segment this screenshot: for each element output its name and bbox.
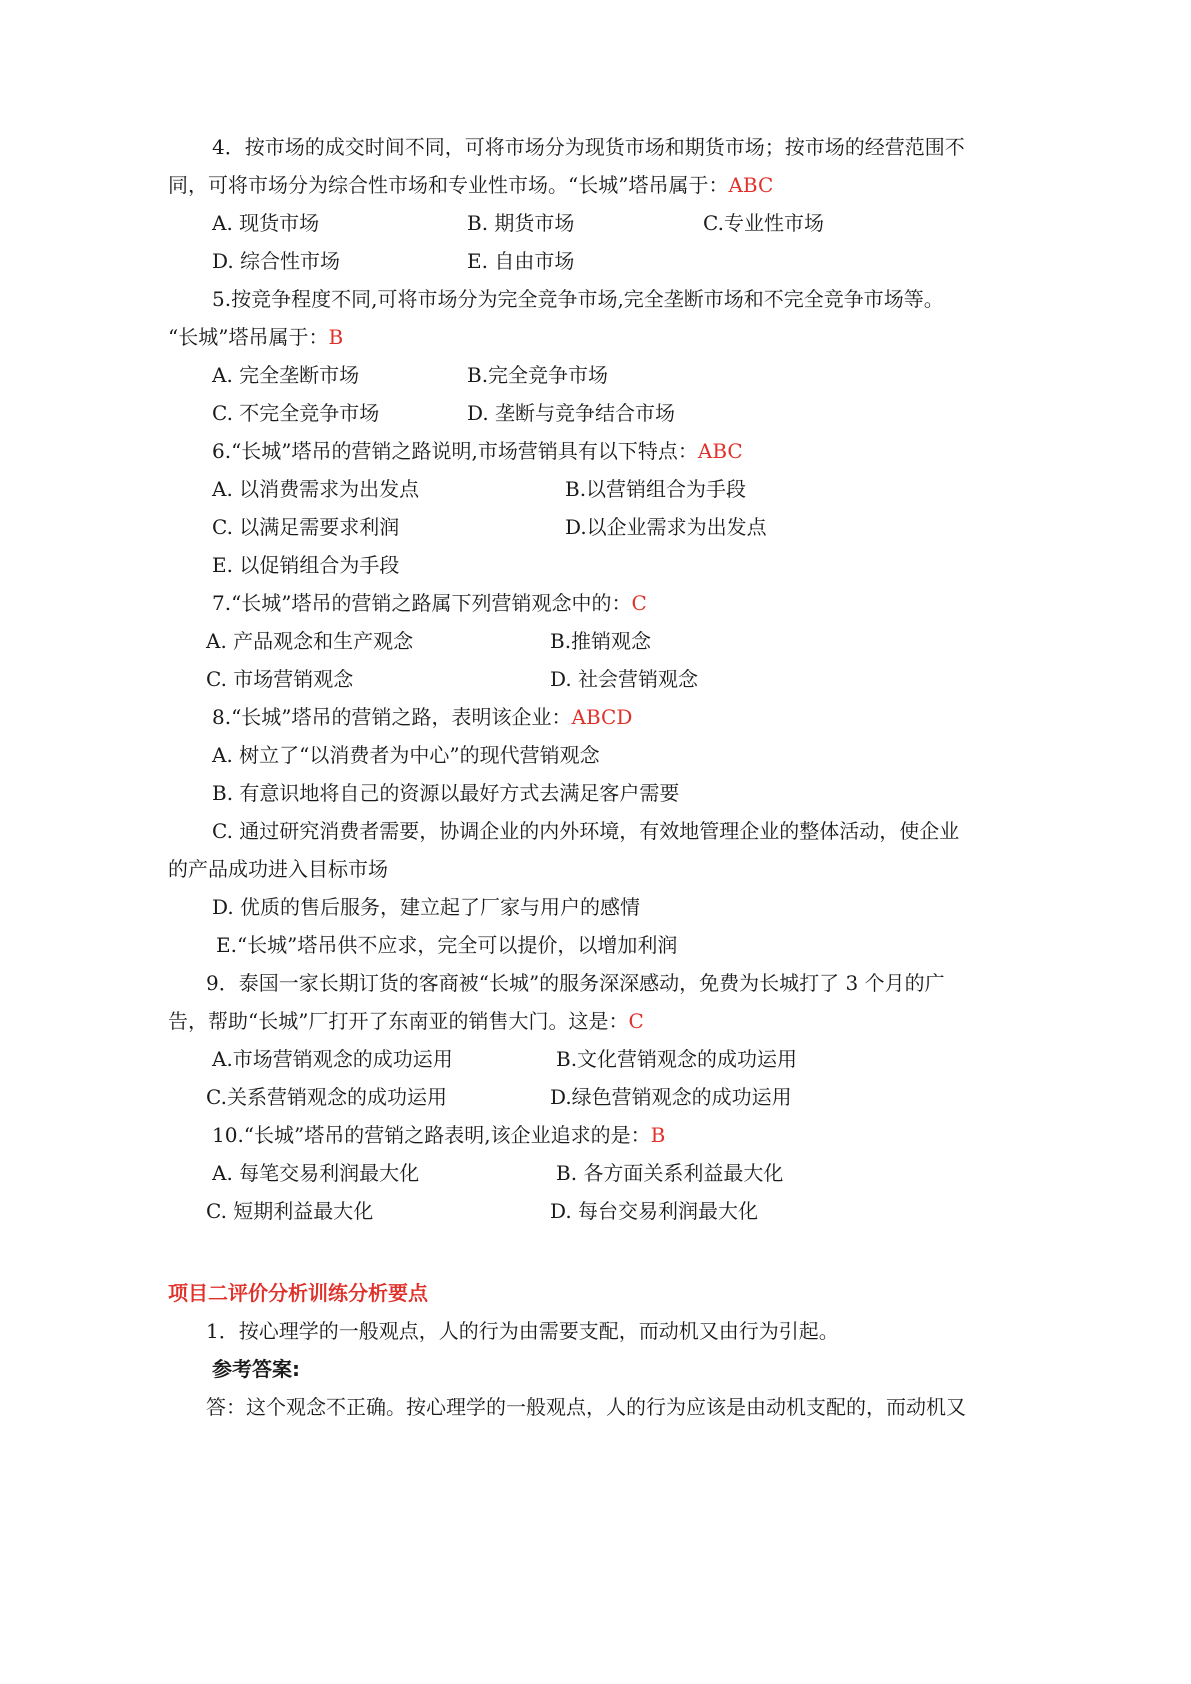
q9-text-line2 (168, 1007, 644, 1035)
q10-answer: B (650, 1123, 666, 1147)
q6-text: 6.“长城”塔吊的营销之路说明,市场营销具有以下特点： (212, 439, 698, 463)
q4-option-e: E. 自由市场 (467, 249, 575, 273)
q6-option-c: C. 以满足需要求利润 (212, 515, 400, 539)
q6-option-e: E. 以促销组合为手段 (212, 553, 400, 577)
q10-option-a: A. 每笔交易利润最大化 (212, 1161, 420, 1185)
q7-text-line1 (212, 589, 647, 617)
q5-option-d: D. 垄断与竞争结合市场 (467, 401, 676, 425)
q4-answer: ABC (728, 173, 774, 197)
q5-text-line2 (168, 323, 343, 351)
q4-option-d: D. 综合性市场 (212, 249, 341, 273)
q9-answer: C (628, 1009, 644, 1033)
q8-option-e: E.“长城”塔吊供不应求，完全可以提价，以增加利润 (216, 933, 678, 957)
q4-option-b: B. 期货市场 (467, 211, 575, 235)
q7-option-b: B.推销观念 (550, 629, 652, 653)
q5-text: “长城”塔吊属于： (168, 325, 329, 349)
q5-option-a: A. 完全垄断市场 (212, 363, 360, 387)
q8-text-line1 (212, 703, 632, 731)
q7-answer: C (631, 591, 647, 615)
q7-text: 7.“长城”塔吊的营销之路属下列营销观念中的： (212, 591, 632, 615)
q4-option-c: C.专业性市场 (703, 211, 824, 235)
q4-text-line1: 4．按市场的成交时间不同，可将市场分为现货市场和期货市场；按市场的经营范围不 (212, 135, 965, 159)
q5-text-line1: 5.按竞争程度不同,可将市场分为完全竞争市场,完全垄断市场和不完全竞争市场等。 (212, 287, 944, 311)
q7-option-a: A. 产品观念和生产观念 (206, 629, 414, 653)
q8-text: 8.“长城”塔吊的营销之路，表明该企业： (212, 705, 572, 729)
q8-option-b: B. 有意识地将自己的资源以最好方式去满足客户需要 (212, 781, 680, 805)
q9-option-d: D.绿色营销观念的成功运用 (550, 1085, 792, 1109)
q5-answer: B (328, 325, 344, 349)
q7-option-c: C. 市场营销观念 (206, 667, 354, 691)
section-heading: 项目二评价分析训练分析要点 (168, 1281, 428, 1305)
q9-option-b: B.文化营销观念的成功运用 (556, 1047, 798, 1071)
q7-option-d: D. 社会营销观念 (550, 667, 699, 691)
q8-option-c: C. 通过研究消费者需要，协调企业的内外环境，有效地管理企业的整体活动，使企业 (212, 819, 960, 843)
q4-text-line2 (168, 171, 773, 199)
q8-option-d: D. 优质的售后服务，建立起了厂家与用户的感情 (212, 895, 641, 919)
q4-option-a: A. 现货市场 (212, 211, 320, 235)
q9-option-a: A.市场营销观念的成功运用 (212, 1047, 453, 1071)
q10-text: 10.“长城”塔吊的营销之路表明,该企业追求的是： (212, 1123, 651, 1147)
q6-option-d: D.以企业需求为出发点 (565, 515, 767, 539)
q10-text-line1 (212, 1121, 665, 1149)
q5-option-c: C. 不完全竞争市场 (212, 401, 380, 425)
q10-option-d: D. 每台交易利润最大化 (550, 1199, 759, 1223)
section2-q1: 1．按心理学的一般观点，人的行为由需要支配，而动机又由行为引起。 (206, 1319, 839, 1343)
q8-option-a: A. 树立了“以消费者为中心”的现代营销观念 (212, 743, 600, 767)
q9-text-line1: 9．泰国一家长期订货的客商被“长城”的服务深深感动，免费为长城打了 3 个月的广 (206, 971, 945, 995)
q4-text: 同，可将市场分为综合性市场和专业性市场。“长城”塔吊属于： (168, 173, 729, 197)
q6-option-a: A. 以消费需求为出发点 (212, 477, 420, 501)
q5-option-b: B.完全竞争市场 (467, 363, 609, 387)
q10-option-c: C. 短期利益最大化 (206, 1199, 374, 1223)
q6-answer: ABC (697, 439, 743, 463)
q6-option-b: B.以营销组合为手段 (565, 477, 747, 501)
q10-option-b: B. 各方面关系利益最大化 (556, 1161, 784, 1185)
q9-option-c: C.关系营销观念的成功运用 (206, 1085, 447, 1109)
reference-answer-label: 参考答案: (212, 1357, 300, 1381)
q8-option-c-cont: 的产品成功进入目标市场 (168, 857, 388, 881)
q9-text: 告，帮助“长城”厂打开了东南亚的销售大门。这是： (168, 1009, 629, 1033)
q8-answer: ABCD (571, 705, 633, 729)
answer-line: 答：这个观念不正确。按心理学的一般观点，人的行为应该是由动机支配的，而动机又 (206, 1395, 966, 1419)
q6-text-line1 (212, 437, 743, 465)
